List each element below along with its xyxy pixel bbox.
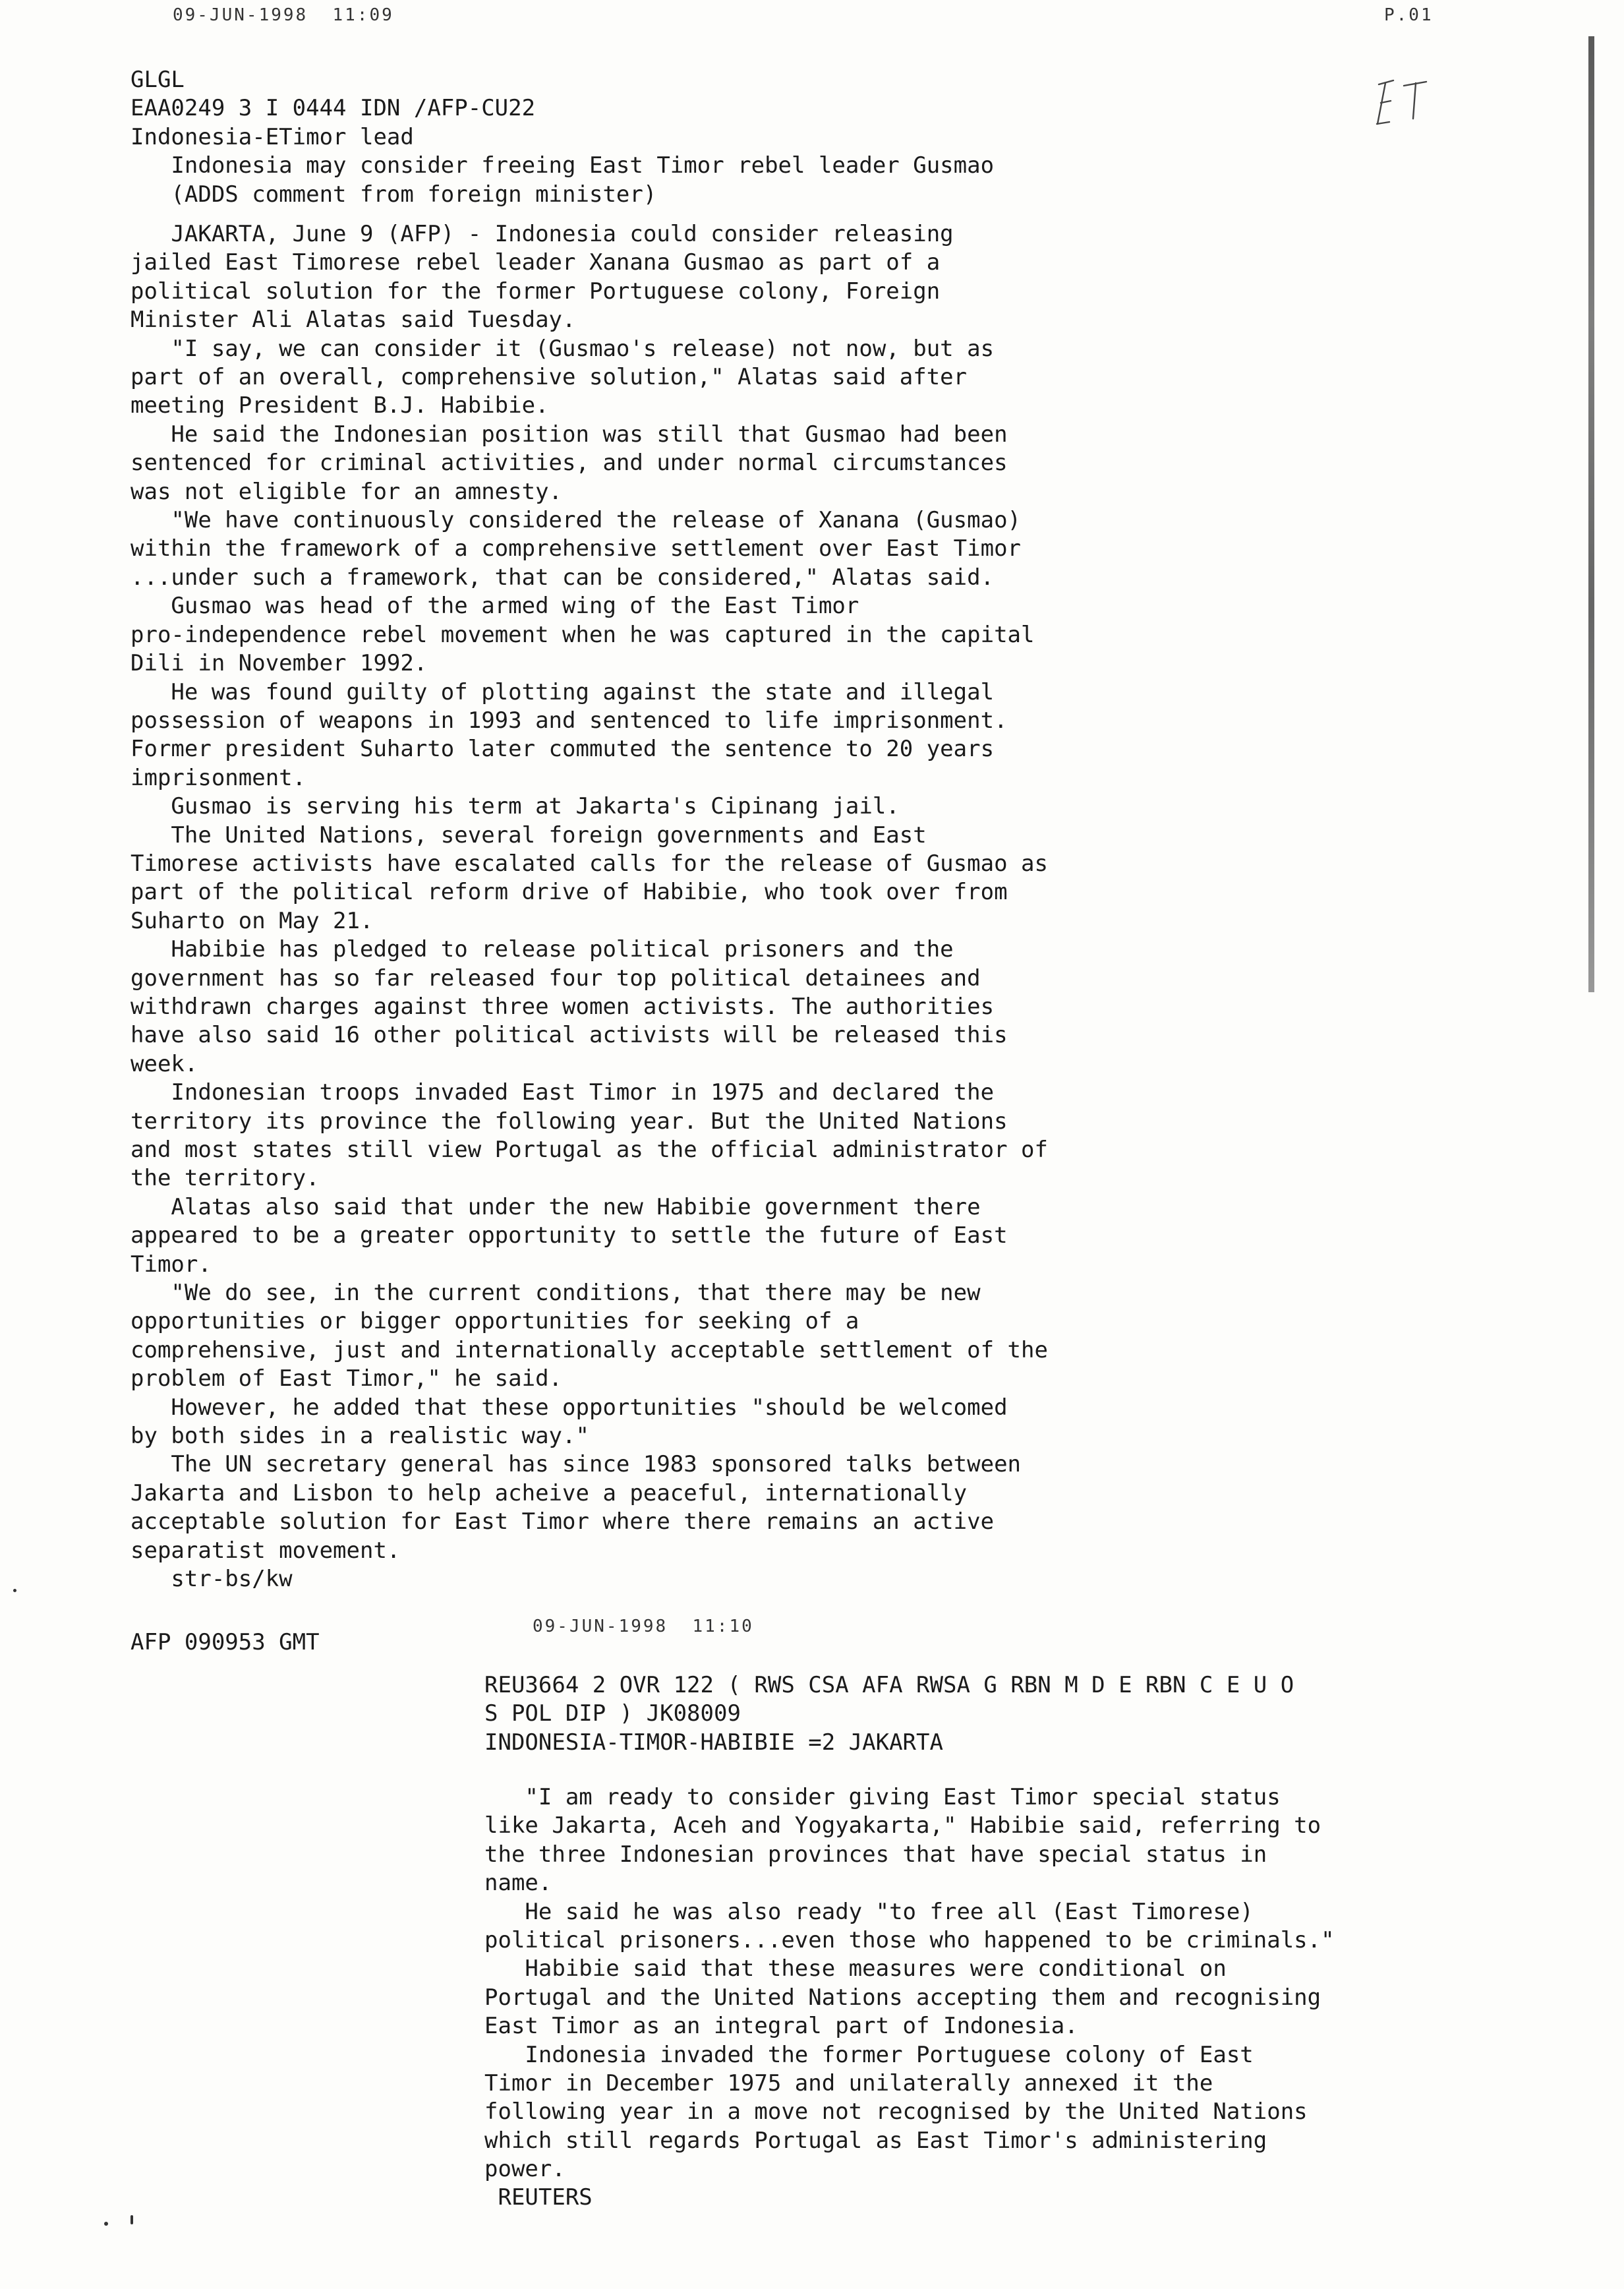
story1-header-line: Indonesia-ETimor lead — [130, 123, 414, 150]
scan-speck — [104, 2222, 108, 2226]
story1-body-line: territory its province the following year. But the United Nations — [130, 1108, 1008, 1135]
story1-body-line: ...under such a framework, that can be considered," Alatas said. — [130, 564, 995, 591]
story2-header — [484, 1671, 1294, 1757]
story1-body-line: "We have continuously considered the release of Xanana (Gusmao) — [130, 507, 1022, 534]
handwritten-initials — [1363, 71, 1436, 131]
story2-header-line: INDONESIA-TIMOR-HABIBIE =2 JAKARTA — [484, 1729, 943, 1756]
story2-body-line: Timor in December 1975 and unilaterally annexed it the — [484, 2070, 1213, 2097]
story2-body-line: name. — [484, 1870, 552, 1897]
story2-body-line: Portugal and the United Nations accepting them and recognising — [484, 1984, 1321, 2011]
story2-body-line: Habibie said that these measures were conditional on — [484, 1955, 1227, 1982]
story2-body-line: the three Indonesian provinces that have special status in — [484, 1841, 1267, 1868]
story2-body-line: which still regards Portugal as East Timor's administering — [484, 2127, 1267, 2154]
story1-body-line: Indonesian troops invaded East Timor in 1975 and declared the — [130, 1079, 995, 1106]
story1-header-line: GLGL — [130, 67, 185, 93]
story1-body-line: He was found guilty of plotting against the state and illegal — [130, 678, 995, 705]
story2-body — [484, 1783, 1335, 2184]
story1-body-line: part of an overall, comprehensive solution," Alatas said after — [130, 364, 968, 391]
story1-body-line: Minister Ali Alatas said Tuesday. — [130, 307, 576, 334]
story1-body-line: and most states still view Portugal as the official administrator of — [130, 1137, 1048, 1163]
story1-header — [130, 66, 994, 209]
story2-signature: REUTERS — [484, 2184, 593, 2211]
story1-header-line: (ADDS comment from foreign minister) — [130, 181, 657, 208]
scan-speck — [13, 1589, 16, 1592]
story1-body-line: Gusmao is serving his term at Jakarta's Cipinang jail. — [130, 793, 900, 820]
story1-body-line: government has so far released four top political detainees and — [130, 965, 981, 992]
story1-body-line: JAKARTA, June 9 (AFP) - Indonesia could consider releasing — [130, 221, 954, 247]
story2-body-line: following year in a move not recognised by the United Nations — [484, 2098, 1308, 2126]
story1-body-line: political solution for the former Portuguese colony, Foreign — [130, 278, 941, 305]
story1-body-line: opportunities or bigger opportunities for seeking of a — [130, 1308, 859, 1335]
story1-body-line: Dili in November 1992. — [130, 650, 428, 677]
story1-header-line: EAA0249 3 I 0444 IDN /AFP-CU22 — [130, 95, 536, 122]
story1-body-line: imprisonment. — [130, 764, 306, 791]
story1-body-line: str-bs/kw — [130, 1566, 293, 1593]
story1-body-line: possession of weapons in 1993 and sentenced to life imprisonment. — [130, 707, 1008, 734]
story1-body-line: week. — [130, 1050, 198, 1077]
story2-body-line: "I am ready to consider giving East Timor special status — [484, 1784, 1281, 1810]
story1-body-line: Timor. — [130, 1251, 212, 1278]
story2-body-line: He said he was also ready "to free all (East Timorese) — [484, 1898, 1254, 1925]
story1-body-line: "We do see, in the current conditions, that there may be new — [130, 1280, 981, 1307]
story1-body-line: comprehensive, just and internationally acceptable settlement of the — [130, 1336, 1048, 1363]
scan-edge-mark — [1588, 36, 1594, 992]
story1-body-line: He said the Indonesian position was still that Gusmao had been — [130, 421, 1008, 448]
story1-body-line: withdrawn charges against three women activists. The authorities — [130, 993, 995, 1020]
story1-body-line: was not eligible for an amnesty. — [130, 478, 563, 505]
story1-body-line: Suharto on May 21. — [130, 907, 374, 934]
scan-speck — [130, 2215, 133, 2224]
story2-body-line: Indonesia invaded the former Portuguese colony of East — [484, 2041, 1254, 2068]
story1-body-line: by both sides in a realistic way." — [130, 1423, 589, 1450]
fax-page-number: P.01 — [1384, 5, 1434, 25]
story1-body-line: Former president Suharto later commuted the sentence to 20 years — [130, 736, 995, 763]
story2-body-line: East Timor as an integral part of Indonesia. — [484, 2013, 1078, 2040]
story1-body-line: the territory. — [130, 1165, 320, 1192]
story2-body-line: political prisoners...even those who happened to be criminals." — [484, 1927, 1335, 1954]
story1-footer: AFP 090953 GMT — [130, 1629, 320, 1655]
story2-header-line: REU3664 2 OVR 122 ( RWS CSA AFA RWSA G RBN M D E RBN C E U O — [484, 1672, 1294, 1698]
story1-body-line: The United Nations, several foreign governments and East — [130, 821, 927, 848]
story1-body-line: have also said 16 other political activists will be released this — [130, 1022, 1008, 1049]
fax-timestamp: 09-JUN-1998 11:09 — [173, 5, 394, 25]
story1-body-line: within the framework of a comprehensive settlement over East Timor — [130, 535, 1022, 562]
story1-body-line: separatist movement. — [130, 1537, 401, 1564]
story1-header-line: Indonesia may consider freeing East Timor rebel leader Gusmao — [130, 152, 995, 179]
story1-body-line: "I say, we can consider it (Gusmao's release) not now, but as — [130, 335, 995, 362]
story2-body-line: like Jakarta, Aceh and Yogyakarta," Habibie said, referring to — [484, 1812, 1321, 1839]
story1-body-line: Alatas also said that under the new Habibie government there — [130, 1193, 981, 1220]
story2-body-line: power. — [484, 2156, 566, 2183]
story1-body-line: However, he added that these opportunities "should be welcomed — [130, 1394, 1008, 1421]
story1-body-line: meeting President B.J. Habibie. — [130, 392, 549, 419]
story1-body — [130, 220, 1048, 1594]
story1-body-line: Timorese activists have escalated calls for the release of Gusmao as — [130, 850, 1048, 877]
story1-body-line: problem of East Timor," he said. — [130, 1365, 563, 1392]
story1-body-line: sentenced for criminal activities, and under normal circumstances — [130, 450, 1008, 477]
story1-body-line: appeared to be a greater opportunity to settle the future of East — [130, 1222, 1008, 1249]
story1-body-line: Gusmao was head of the armed wing of the East Timor — [130, 593, 859, 620]
story1-body-line: Habibie has pledged to release political prisoners and the — [130, 936, 954, 963]
story1-body-line: Jakarta and Lisbon to help acheive a peaceful, internationally — [130, 1479, 968, 1506]
story2-header-line: S POL DIP ) JK08009 — [484, 1700, 741, 1727]
story1-body-line: pro-independence rebel movement when he was captured in the capital — [130, 621, 1035, 648]
story1-body-line: acceptable solution for East Timor where there remains an active — [130, 1508, 995, 1535]
fax-timestamp-2: 09-JUN-1998 11:10 — [533, 1617, 754, 1636]
story1-body-line: jailed East Timorese rebel leader Xanana Gusmao as part of a — [130, 249, 941, 276]
story1-body-line: part of the political reform drive of Habibie, who took over from — [130, 879, 1008, 906]
story1-body-line: The UN secretary general has since 1983 sponsored talks between — [130, 1451, 1022, 1478]
